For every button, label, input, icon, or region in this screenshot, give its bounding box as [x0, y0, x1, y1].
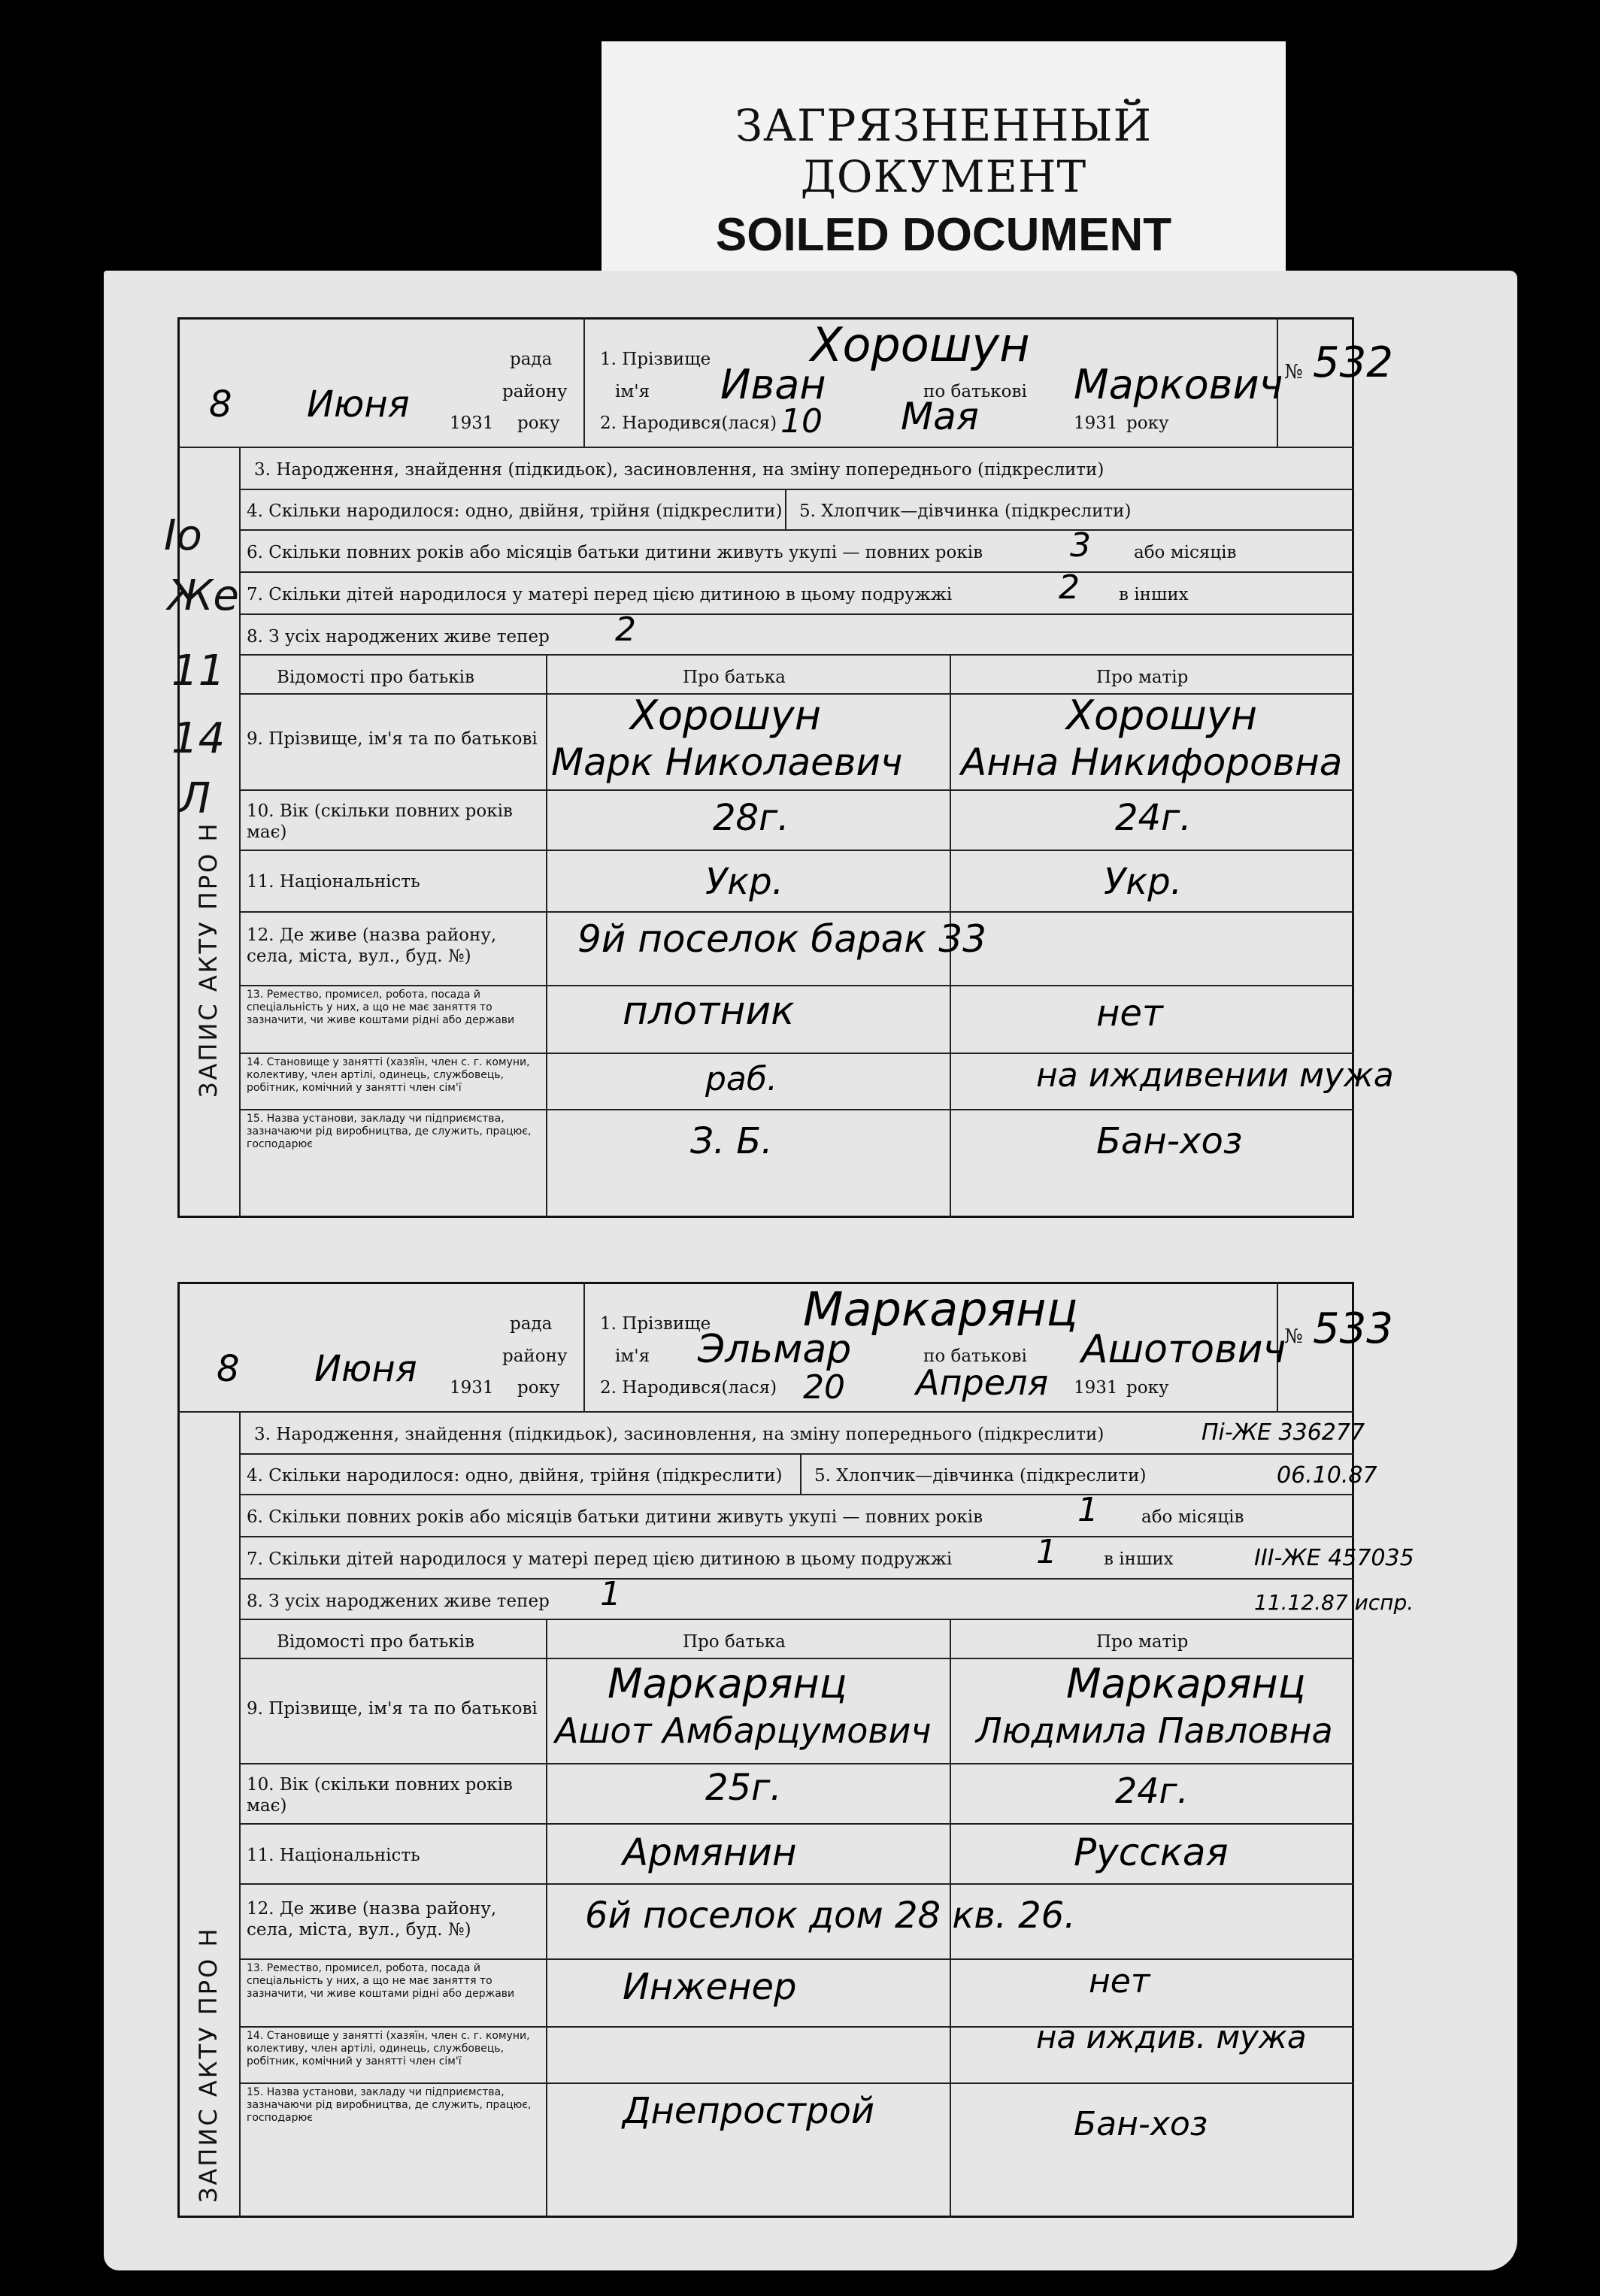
- child-name: Эльмар: [698, 1327, 852, 1372]
- annotation-2: ІІІ-ЖЕ 457035: [1254, 1545, 1414, 1571]
- question-3: 3. Народження, знайдення (підкидьок), засиновлення, на зміну попереднього (підкреслити): [254, 1425, 1105, 1444]
- question-13: 13. Ремество, промисел, робота, посада й спеціальність у них, а що не має заняття то зазначити, чи живе коштами рідні або держави: [247, 989, 515, 1026]
- reg-month: Июня: [314, 1348, 417, 1390]
- mother-occupation: нет: [1089, 1962, 1150, 2001]
- label-roku: року: [1126, 1378, 1169, 1398]
- label-patronymic: по батькові: [923, 1346, 1027, 1366]
- mother-name: Анна Никифоровна: [961, 741, 1343, 784]
- question-11: 11. Національність: [247, 872, 420, 892]
- question-10: 10. Вік (скільки повних років має): [247, 1775, 513, 1816]
- register-page: [104, 271, 1517, 2270]
- question-6-months: або місяців: [1141, 1507, 1244, 1527]
- label-born: 2. Народився(лася): [600, 1378, 777, 1398]
- father-occupation: Инженер: [623, 1966, 797, 2008]
- alive-now: 2: [615, 610, 636, 649]
- father-header: Про батька: [683, 668, 786, 687]
- birth-month: Мая: [901, 395, 979, 438]
- question-7: 7. Скільки дітей народилося у матері перед цією дитиною в цьому подружжі: [247, 1549, 953, 1569]
- label-born: 2. Народився(лася): [600, 413, 777, 433]
- father-name: Ашот Амбарцумович: [555, 1710, 932, 1751]
- child-patronymic: Маркович: [1074, 361, 1283, 408]
- mother-status: на иждивении мужа: [1036, 1056, 1394, 1095]
- question-6-months: або місяців: [1134, 543, 1237, 562]
- question-11: 11. Національність: [247, 1846, 420, 1865]
- question-9: 9. Прізвище, ім'я та по батькові: [247, 1699, 538, 1719]
- reg-day: 8: [217, 1348, 240, 1390]
- mother-surname: Маркарянц: [1066, 1660, 1306, 1707]
- parents-header: Відомості про батьків: [277, 1632, 474, 1652]
- parents-header: Відомості про батьків: [277, 668, 474, 687]
- question-5: 5. Хлопчик—дівчинка (підкреслити): [799, 501, 1132, 521]
- question-12: 12. Де живе (назва району, села, міста, вул., буд. №): [247, 925, 497, 966]
- father-organization: Днепрострой: [623, 2090, 875, 2132]
- question-9: 9. Прізвище, ім'я та по батькові: [247, 729, 538, 749]
- record-number: 532: [1313, 338, 1393, 387]
- mother-header: Про матір: [1096, 1632, 1189, 1652]
- label-rada: рада: [510, 350, 553, 369]
- birth-month: Апреля: [916, 1362, 1049, 1403]
- question-4: 4. Скільки народилося: одно, двійня, трійня (підкреслити): [247, 1466, 783, 1486]
- mother-organization: Бан-хоз: [1074, 2105, 1208, 2143]
- question-8: 8. З усіх народжених живе тепер: [247, 1592, 550, 1611]
- father-organization: З. Б.: [690, 1120, 773, 1162]
- father-nationality: Укр.: [705, 861, 783, 903]
- father-occupation: плотник: [623, 989, 795, 1034]
- birth-day: 20: [803, 1368, 845, 1407]
- mother-nationality: Русская: [1074, 1831, 1229, 1874]
- child-surname: Маркарянц: [803, 1282, 1078, 1337]
- residence: 6й поселок дом 28 кв. 26.: [585, 1895, 1076, 1937]
- children-before: 2: [1059, 568, 1080, 607]
- question-15: 15. Назва установи, закладу чи підприємства, зазначаючи рід виробництва, де служить, працює, господарює: [247, 1113, 532, 1150]
- side-label: ЗАПИС АКТУ ПРО Н: [194, 821, 223, 1098]
- father-name: Марк Николаевич: [551, 741, 903, 784]
- mother-age: 24г.: [1115, 797, 1192, 839]
- father-age: 28г.: [713, 797, 789, 839]
- children-before: 1: [1036, 1533, 1057, 1571]
- years-together: 1: [1077, 1491, 1098, 1529]
- birth-year: 1931: [1074, 413, 1118, 433]
- reg-year: 1931: [450, 413, 494, 433]
- question-7-other: в інших: [1104, 1549, 1174, 1569]
- mother-surname: Хорошун: [1066, 692, 1258, 739]
- father-nationality: Армянин: [623, 1831, 797, 1874]
- father-surname: Маркарянц: [608, 1660, 847, 1707]
- margin-note: 14: [171, 714, 226, 763]
- annotation-1: Пі-ЖЕ 336277: [1202, 1419, 1365, 1446]
- margin-note: Л: [179, 774, 211, 823]
- stamp-line-en: SOILED DOCUMENT: [715, 209, 1172, 261]
- mother-status: на иждив. мужа: [1036, 2019, 1307, 2055]
- reg-month: Июня: [307, 383, 410, 426]
- label-no: №: [1284, 1325, 1303, 1348]
- reg-day: 8: [209, 383, 232, 426]
- label-no: №: [1284, 361, 1303, 383]
- birth-year: 1931: [1074, 1378, 1118, 1398]
- mother-name: Людмила Павловна: [976, 1710, 1333, 1751]
- mother-occupation: нет: [1096, 992, 1163, 1034]
- question-14: 14. Становище у занятті (хазяїн, член с. г. комуни, колективу, член артілі, одинець, службовець, робітник, комічний у занятті член сім'ї: [247, 2030, 530, 2067]
- label-patronymic: по батькові: [923, 382, 1027, 401]
- reg-year: 1931: [450, 1378, 494, 1398]
- years-together: 3: [1070, 526, 1091, 565]
- label-rada: рада: [510, 1314, 553, 1334]
- question-3: 3. Народження, знайдення (підкидьок), засиновлення, на зміну попереднього (підкреслити): [254, 460, 1105, 480]
- label-roku: року: [517, 1378, 560, 1398]
- question-8: 8. З усіх народжених живе тепер: [247, 627, 550, 647]
- mother-age: 24г.: [1115, 1770, 1189, 1811]
- question-15: 15. Назва установи, закладу чи підприємства, зазначаючи рід виробництва, де служить, працює, господарює: [247, 2086, 532, 2124]
- question-5: 5. Хлопчик—дівчинка (підкреслити): [814, 1466, 1147, 1486]
- annotation-2-date: 11.12.87 испр.: [1254, 1590, 1414, 1615]
- birth-day: 10: [780, 402, 823, 441]
- father-header: Про батька: [683, 1632, 786, 1652]
- soiled-document-stamp: [602, 41, 1286, 271]
- child-name: Иван: [720, 361, 826, 408]
- margin-note: 11: [171, 647, 226, 695]
- label-roku: року: [517, 413, 560, 433]
- question-6: 6. Скільки повних років або місяців батьки дитини живуть укупі — повних років: [247, 1507, 983, 1527]
- label-name: ім'я: [615, 1346, 650, 1366]
- question-13: 13. Ремество, промисел, робота, посада й спеціальність у них, а що не має заняття то зазначити, чи живе коштами рідні або держави: [247, 1962, 515, 2000]
- mother-organization: Бан-хоз: [1096, 1120, 1243, 1162]
- record-number: 533: [1313, 1304, 1393, 1353]
- label-raion: району: [502, 382, 568, 401]
- child-surname: Хорошун: [811, 317, 1030, 372]
- question-7-other: в інших: [1119, 585, 1189, 604]
- label-surname: 1. Прізвище: [600, 1314, 711, 1334]
- father-surname: Хорошун: [630, 692, 822, 739]
- question-10: 10. Вік (скільки повних років має): [247, 801, 513, 842]
- alive-now: 1: [600, 1575, 621, 1613]
- father-age: 25г.: [705, 1767, 782, 1809]
- annotation-1-date: 06.10.87: [1277, 1462, 1377, 1489]
- side-label: ЗАПИС АКТУ ПРО Н: [194, 1926, 223, 2203]
- question-14: 14. Становище у занятті (хазяїн, член с. г. комуни, колективу, член артілі, одинець, службовець, робітник, комічний у занятті член сім'ї: [247, 1056, 530, 1094]
- residence: 9й поселок барак 33: [577, 917, 986, 961]
- question-12: 12. Де живе (назва району, села, міста, вул., буд. №): [247, 1899, 497, 1940]
- margin-note: Же: [168, 571, 239, 620]
- label-raion: району: [502, 1346, 568, 1366]
- label-surname: 1. Прізвище: [600, 350, 711, 369]
- mother-nationality: Укр.: [1104, 861, 1182, 903]
- question-4: 4. Скільки народилося: одно, двійня, трійня (підкреслити): [247, 501, 783, 521]
- question-7: 7. Скільки дітей народилося у матері перед цією дитиною в цьому подружжі: [247, 585, 953, 604]
- label-name: ім'я: [615, 382, 650, 401]
- father-status: раб.: [705, 1060, 778, 1098]
- mother-header: Про матір: [1096, 668, 1189, 687]
- stamp-line-ru: ЗАГРЯЗНЕННЫЙ ДОКУМЕНТ: [735, 100, 1153, 202]
- question-6: 6. Скільки повних років або місяців батьки дитини живуть укупі — повних років: [247, 543, 983, 562]
- label-roku: року: [1126, 413, 1169, 433]
- child-patronymic: Ашотович: [1081, 1327, 1286, 1372]
- margin-note: Іо: [164, 511, 202, 560]
